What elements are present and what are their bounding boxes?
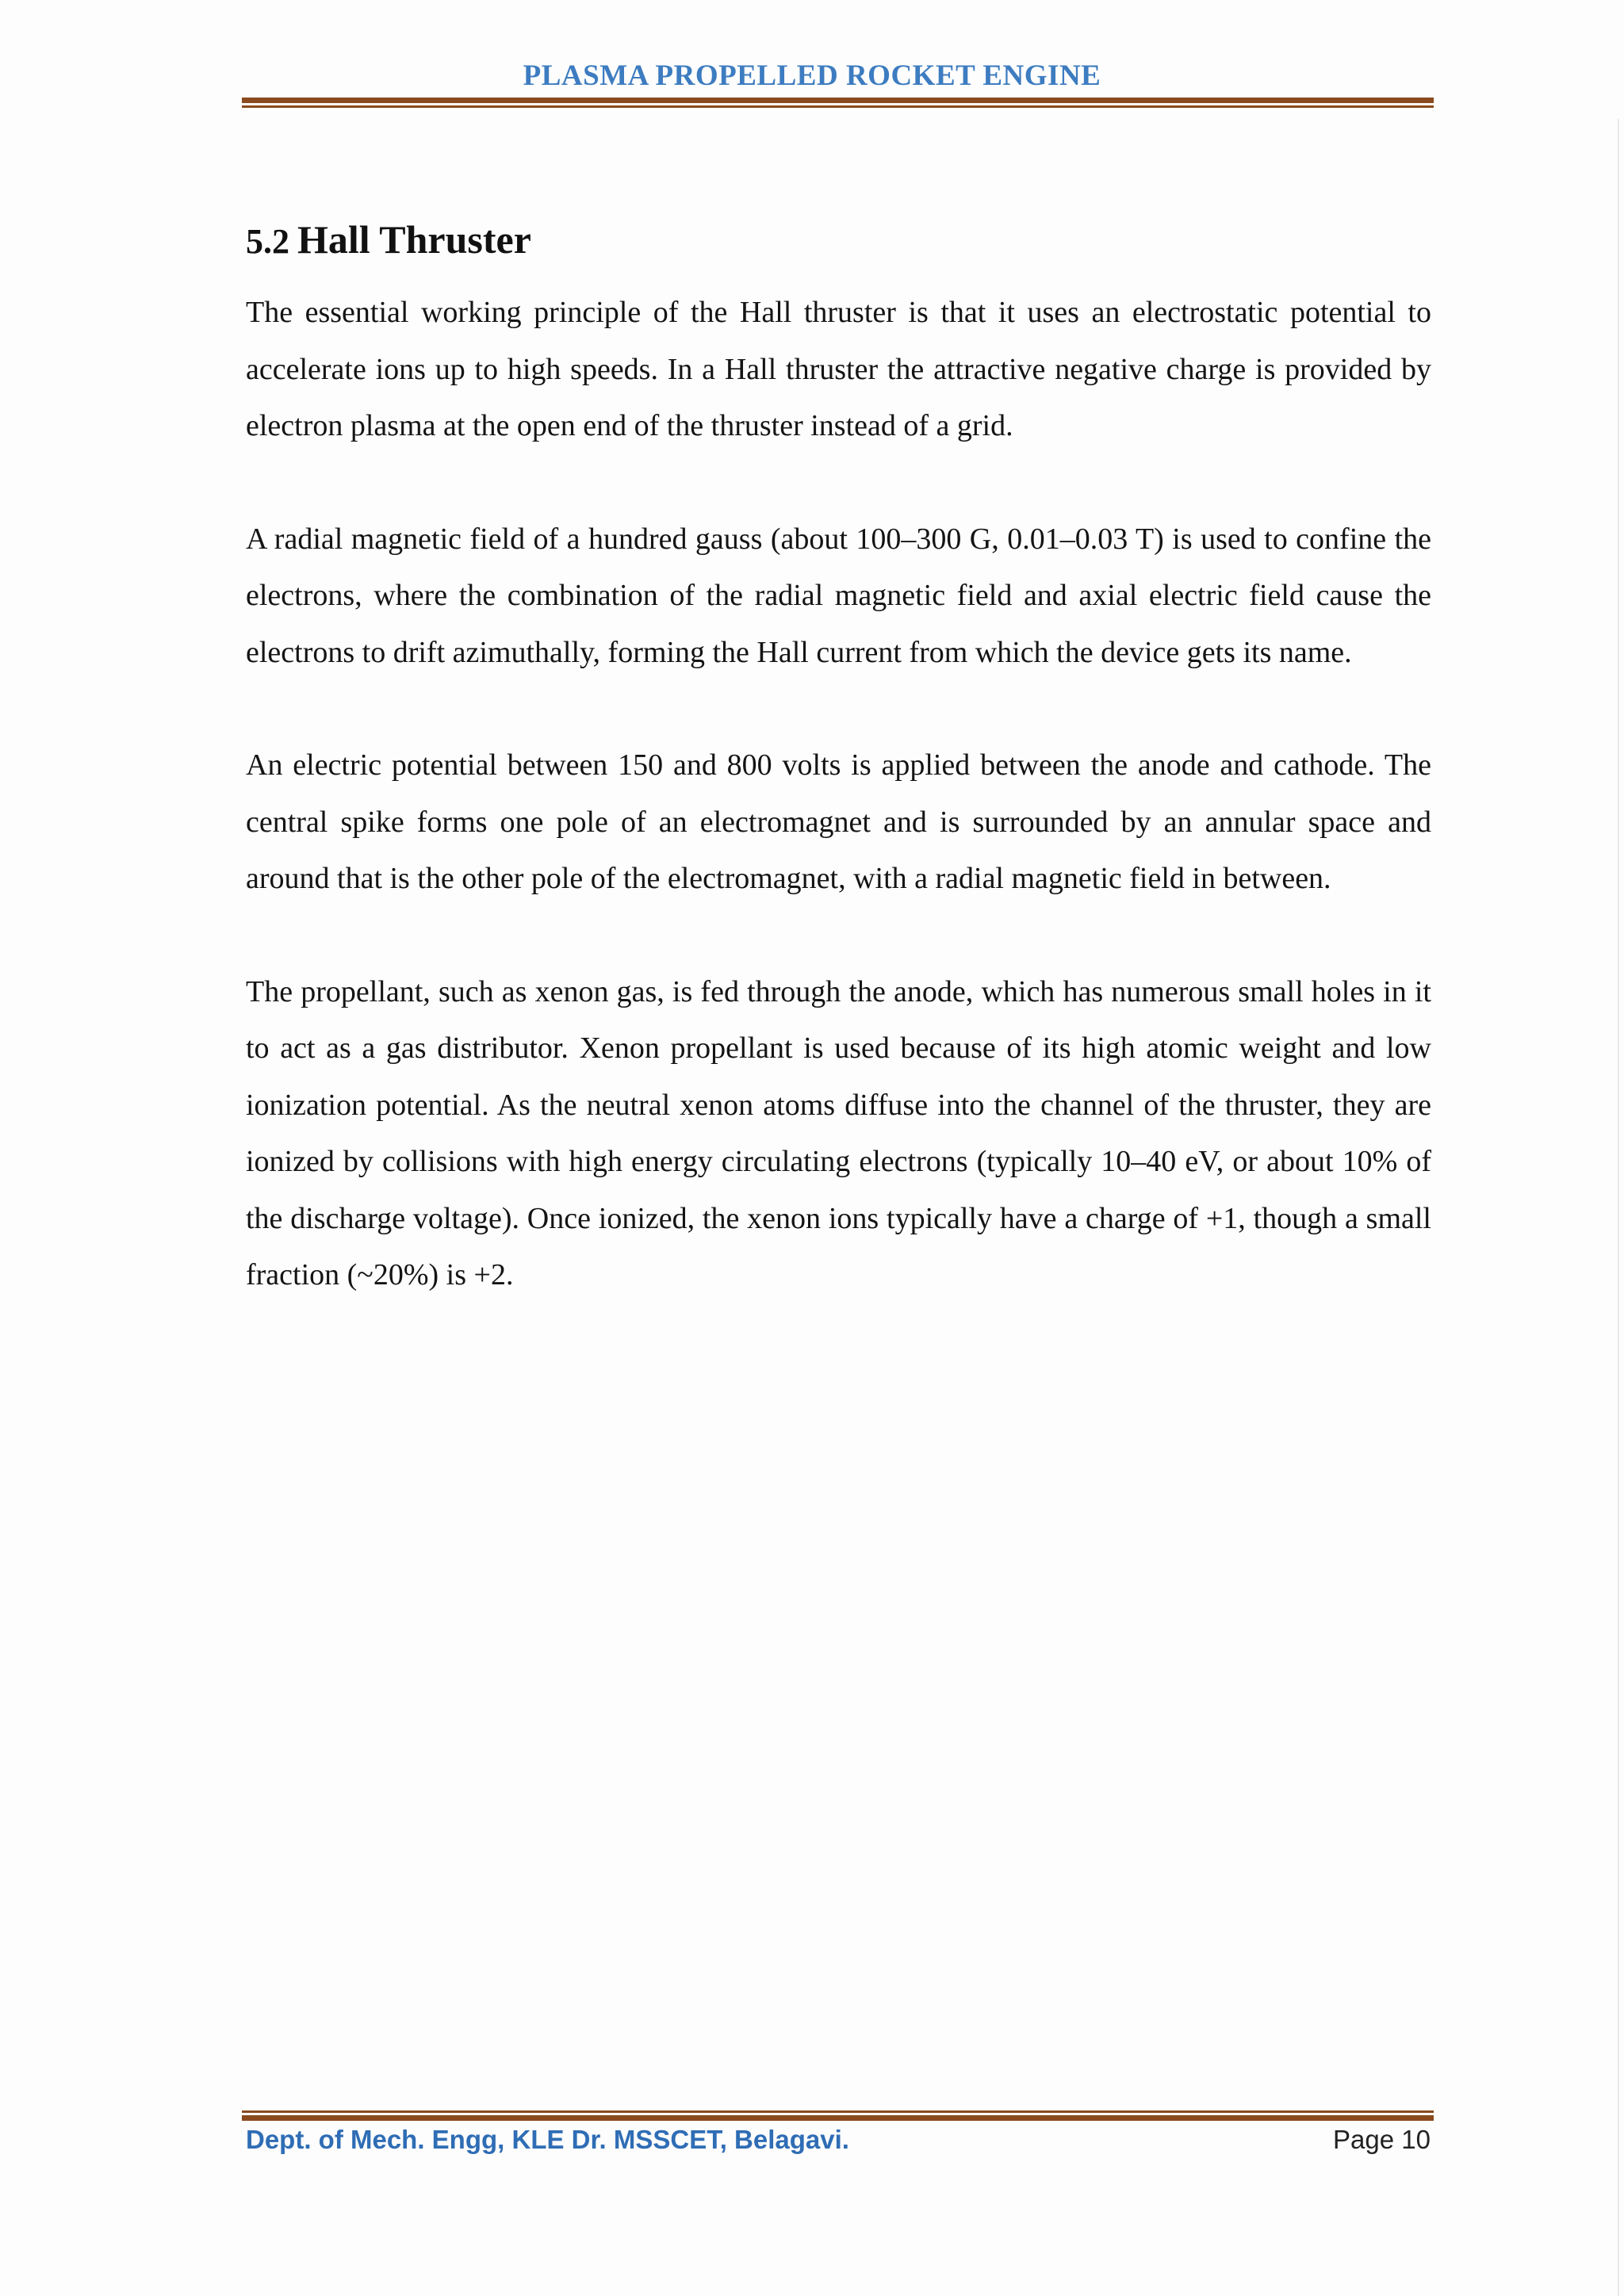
header-rule xyxy=(242,98,1434,108)
body-paragraph: The essential working principle of the Hall thruster is that it uses an electrostatic potential to accelerate ions up to high speeds. In a Hall thruster the attractive negative charge is provided by electron plasma at the open end of the thruster instead of a grid. xyxy=(246,296,1431,442)
page-content xyxy=(246,208,1431,1360)
footer-department: Dept. of Mech. Engg, KLE Dr. MSSCET, Belagavi. xyxy=(246,2125,849,2154)
footer-page-number: Page 10 xyxy=(1333,2125,1431,2154)
running-header-title: PLASMA PROPELLED ROCKET ENGINE xyxy=(523,59,1101,92)
section-title: Hall Thruster xyxy=(297,217,531,262)
footer-rule xyxy=(242,2110,1434,2121)
body-paragraph: An electric potential between 150 and 800 volts is applied between the anode and cathode. The central spike forms one pole of an electromagnet and is surrounded by an annular space and around that is the other pole of the electromagnet, with a radial magnetic field in between. xyxy=(246,748,1431,895)
body-paragraph: A radial magnetic field of a hundred gauss (about 100–300 G, 0.01–0.03 T) is used to confine the electrons, where the combination of the radial magnetic field and axial electric field cause the electrons to drift azimuthally, forming the Hall current from which the device gets its name. xyxy=(246,522,1431,669)
header-rule-thin-line xyxy=(242,105,1434,108)
section-number: 5.2 xyxy=(246,222,289,261)
footer-rule-thick-line xyxy=(242,2115,1434,2121)
section-heading xyxy=(246,208,1431,274)
header-rule-thick-line xyxy=(242,98,1434,103)
body-paragraph: The propellant, such as xenon gas, is fed through the anode, which has numerous small holes in it to act as a gas distributor. Xenon propellant is used because of its high atomic weight and low ionization potential. As the neutral xenon atoms diffuse into the channel of the thruster, they are ionized by collisions with high energy circulating electrons (typically 10–40 eV, or about 10% of the discharge voltage). Once ionized, the xenon ions typically have a charge of +1, though a small fraction (~20%) is +2. xyxy=(246,974,1431,1292)
page-edge-line xyxy=(1618,119,1619,2296)
